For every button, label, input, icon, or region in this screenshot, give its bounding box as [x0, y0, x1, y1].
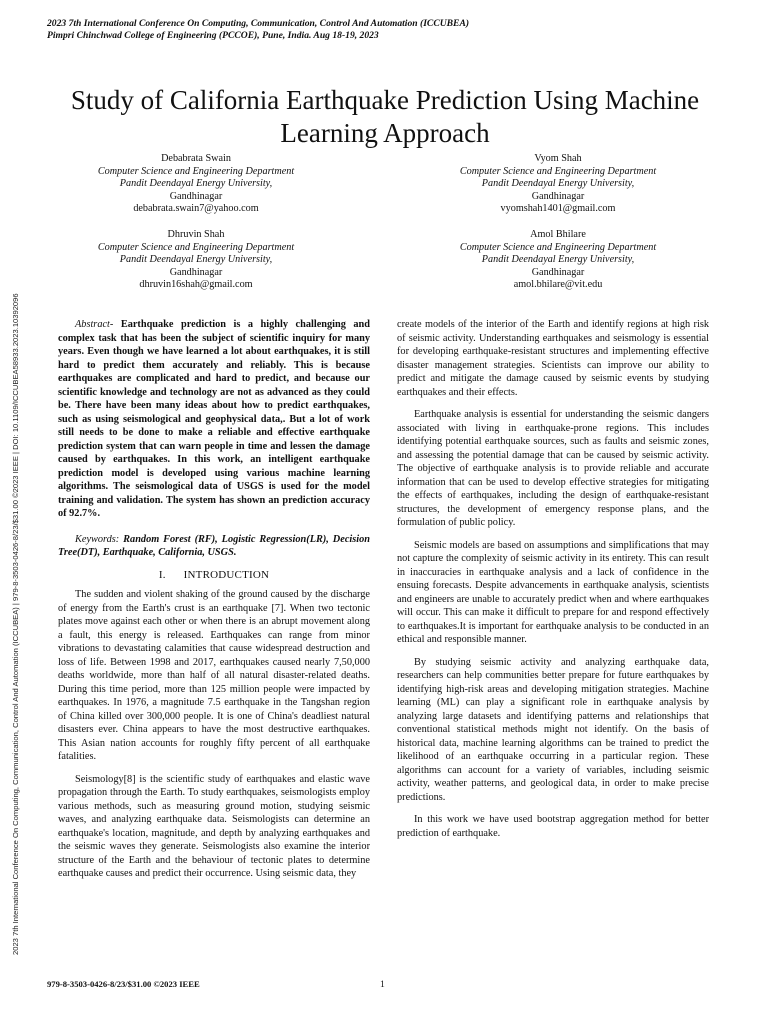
body-paragraph: In this work we have used bootstrap aggregation method for better prediction of earthquake.	[397, 814, 709, 839]
keywords-lead: Keywords:	[75, 533, 120, 545]
abstract	[58, 318, 370, 521]
body-paragraph: The sudden and violent shaking of the ground caused by the discharge of energy from the Earth's crust is an earthquake [7]. When two tectonic plates move against each other or when there is an abrupt movement along a fault, this energy is released. Earthquakes can range from minor vibrations to devastating calamities that cause widespread destruction and loss of life. Between 1998 and 2017, earthquakes caused nearly 7,50,000 deaths worldwide, more than half of all natural disaster-related deaths. During this time period, more than 125 million people were impacted by earthquakes. In 1976, a magnitude 7.5 earthquake in the Tangshan region of China killed over 300,000 people. It is one of China's deadliest natural disasters ever. China appears to have the most destructive earthquakes. This Asian nation accounts for roughly fifty percent of all earthquake fatalities.	[58, 589, 370, 762]
abstract-text: Earthquake prediction is a highly challenging and complex task that has been the subject of scientific inquiry for many years. Even though we have learned a lot about earthquakes, it is still hard to predict them accurately and reliably. This is because earthquakes are complicated and hard to predict, and because our scientific knowledge and technology are not as advanced as they could be. There have been many ideas about how to predict earthquakes, such as using seismological and geophysical data,. But a lot of work still needs to be done to make a reliable and effective earthquake prediction system that can warn people in time and lessen the damage caused by earthquakes. In this work, an intelligent earthquake prediction model is developed using various machine learning algorithms. The seismological data of USGS is used for the model training and validation. The system has shown an prediction accuracy of 92.7%.	[58, 319, 370, 519]
author-university: Pandit Deendayal Energy University,	[481, 254, 635, 266]
author-name: Debabrata Swain	[161, 153, 231, 164]
keywords	[58, 533, 370, 560]
author-email: amol.bhilare@vit.edu	[513, 279, 603, 291]
author-university: Pandit Deendayal Energy University,	[481, 178, 635, 190]
author-name: Amol Bhilare	[530, 229, 586, 240]
author-city: Gandhinagar	[531, 190, 585, 202]
left-column	[58, 318, 370, 890]
body-paragraph: Seismic models are based on assumptions and simplifications that may not capture the complexity of seismic activity in its entirety. This can result in inaccuracies in earthquake analysis and a lack of confidence in the ensuing forecasts. Despite advancements in earthquake analysis, scientists and engineers are unable to accurately predict when and where earthquakes will occur. This can make it difficult to prepare for and respond effectively to earthquakes.It is important for earthquake analysis to be conducted in an ethical and responsible manner.	[397, 539, 709, 645]
author-block	[428, 153, 688, 216]
conference-name: 2023 7th International Conference On Computing, Communication, Control And Automation (ICCUBEA)	[47, 18, 470, 29]
paper-title: Study of California Earthquake Prediction Using Machine Learning Approach	[70, 85, 700, 149]
author-department: Computer Science and Engineering Department	[97, 165, 295, 177]
author-block	[66, 229, 326, 292]
author-department: Computer Science and Engineering Department	[459, 241, 657, 253]
section-heading	[58, 569, 370, 583]
author-department: Computer Science and Engineering Department	[459, 165, 657, 177]
conference-venue: Pimpri Chinchwad College of Engineering (PCCOE), Pune, India. Aug 18-19, 2023	[47, 30, 379, 41]
abstract-lead: Abstract-	[75, 319, 114, 330]
author-name: Vyom Shah	[534, 153, 582, 164]
author-city: Gandhinagar	[169, 266, 223, 278]
author-block	[66, 153, 326, 216]
section-title: INTRODUCTION	[183, 568, 270, 581]
keywords-text: Random Forest (RF), Logistic Regression(LR), Decision Tree(DT), Earthquake, California, USGS.	[58, 533, 370, 558]
section-number: I.	[158, 568, 166, 581]
side-strip-doi: 2023 7th International Conference On Computing, Communication, Control And Automation (ICCUBEA) | 979-8-3503-0426-8/23/$31.00 ©2023 IEEE | DOI: 10.1109/ICCUBEA58933.2023.10392096	[11, 293, 20, 955]
author-block	[428, 229, 688, 292]
page-number: 1	[380, 979, 385, 990]
author-department: Computer Science and Engineering Department	[97, 241, 295, 253]
author-university: Pandit Deendayal Energy University,	[119, 178, 273, 190]
author-city: Gandhinagar	[169, 190, 223, 202]
author-email: dhruvin16shah@gmail.com	[139, 279, 253, 291]
footer-isbn: 979-8-3503-0426-8/23/$31.00 ©2023 IEEE	[47, 979, 200, 989]
author-city: Gandhinagar	[531, 266, 585, 278]
body-paragraph: By studying seismic activity and analyzing earthquake data, researchers can help communities better prepare for future earthquakes by identifying high-risk areas and developing mitigation strategies. Machine learning (ML) can play a significant role in earthquake analysis by analyzing large datasets and identifying patterns and relationships that conventional statistical methods might not identify. On the basis of historical data, machine learning algorithms can be trained to predict the likelihood of an earthquake occurring in a particular region. These algorithms can account for a variety of variables, including seismic activity, weather patterns, and geological data, in order to make precise predictions.	[397, 656, 709, 803]
right-column	[397, 318, 709, 849]
body-paragraph: create models of the interior of the Earth and identify regions at high risk of seismic activity. Understanding earthquakes and seismology is essential for developing earthquake-resistant structures and implementing effective disaster management strategies. Scientists can improve our ability to predict and mitigate the damage caused by seismic events by studying earthquakes and their effects.	[397, 319, 709, 398]
author-email: vyomshah1401@gmail.com	[500, 203, 616, 215]
author-email: debabrata.swain7@yahoo.com	[133, 203, 259, 215]
author-university: Pandit Deendayal Energy University,	[119, 254, 273, 266]
body-paragraph: Seismology[8] is the scientific study of earthquakes and elastic wave propagation through the Earth. To study earthquakes, seismologists employ various methods, such as measuring ground motion, studying seismic waves, and analyzing earthquake data. Seismologists can determine an earthquake's location, magnitude, and depth by analyzing earthquakes and the seismic waves they generate. Seismologists also examine the interior structure of the Earth and the behaviour of tectonic plates to determine earthquake causes and predict their occurrence. Using seismic data, they	[58, 773, 370, 879]
body-paragraph: Earthquake analysis is essential for understanding the seismic dangers associated with living in earthquake-prone regions. This includes identifying potential earthquake sources, such as faults and seismic zones, and assessing the potential damage that can be caused by seismic activity. The objective of earthquake analysis is to provide reliable and accurate information that can be used to develop effective strategies for mitigating the effects of earthquakes, including the design of earthquake-resistant structures, the development of emergency response plans, and the formulation of public policy.	[397, 409, 709, 528]
conference-header	[47, 18, 687, 42]
author-name: Dhruvin Shah	[167, 229, 225, 240]
